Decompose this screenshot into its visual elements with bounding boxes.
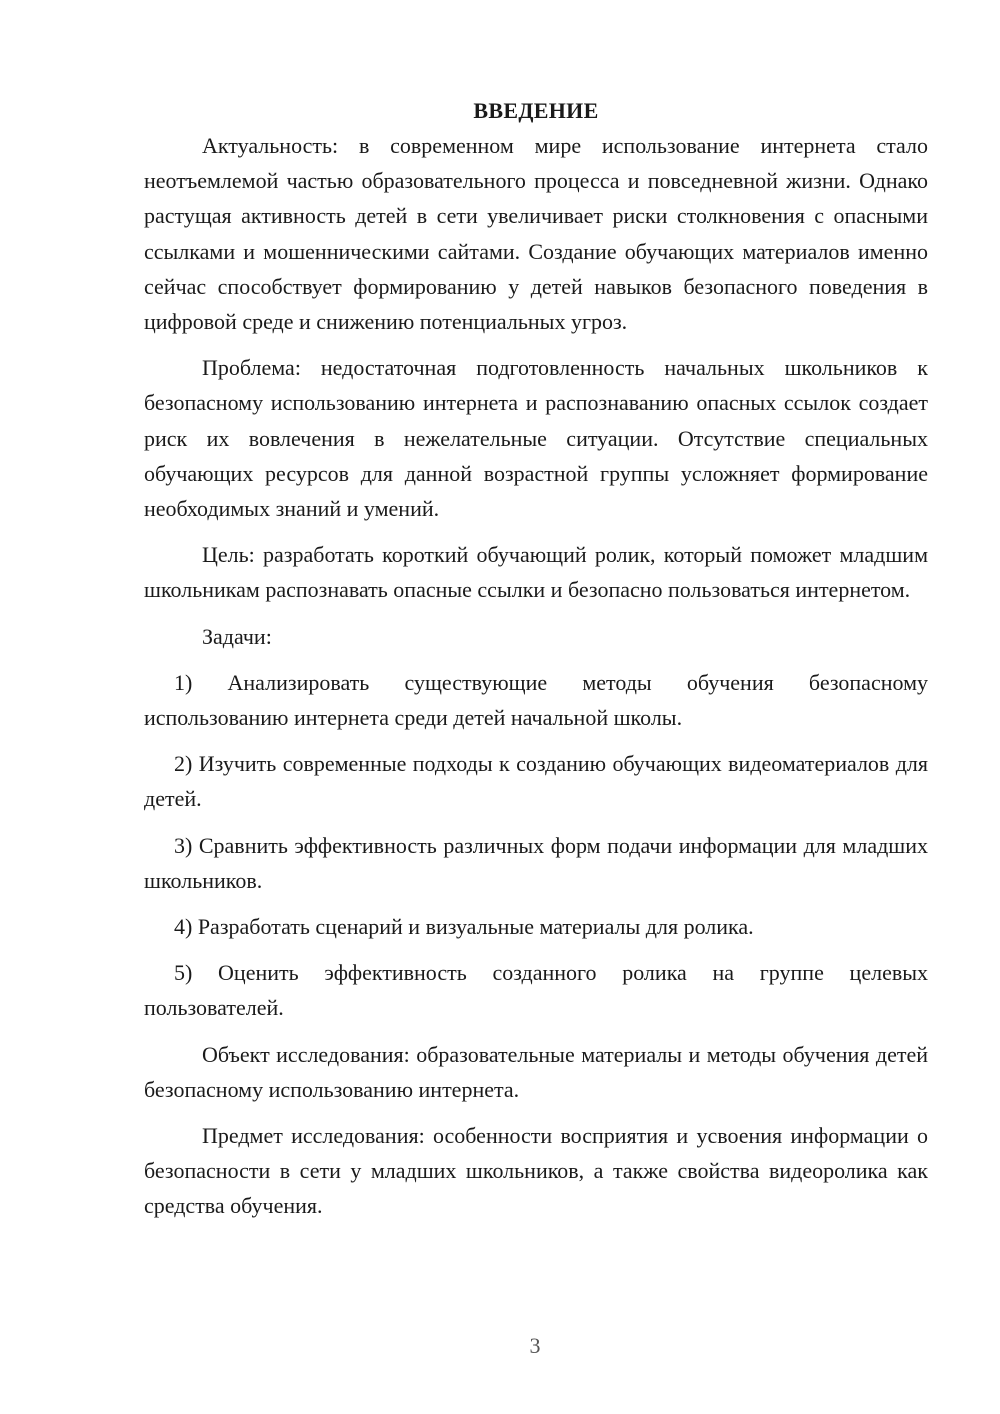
list-item: 4) Разработать сценарий и визуальные материалы для ролика.	[174, 914, 754, 940]
paragraph-problem: Проблема: недостаточная подготовленность начальных школьников к безопасному использованию интернета и распознаванию опасных ссылок создает риск их вовлечения в нежелательные ситуации. Отсутствие специальных обучающих ресурсов для данной возрастной группы усложняет формирование необходимых знаний и умений.	[144, 355, 928, 522]
list-item: 5) Оценить эффективность созданного ролика на группе целевых пользователей.	[144, 960, 928, 1021]
document-page	[144, 93, 928, 1224]
list-item: 2) Изучить современные подходы к созданию обучающих видеоматериалов для детей.	[144, 751, 928, 812]
list-item: 3) Сравнить эффективность различных форм подачи информации для младших школьников.	[144, 832, 928, 893]
paragraph-goal: Цель: разработать короткий обучающий ролик, который поможет младшим школьникам распознавать опасные ссылки и безопасно пользоваться интернетом.	[144, 542, 928, 603]
paragraph-relevance: Актуальность: в современном мире использование интернета стало неотъемлемой частью образовательного процесса и повседневной жизни. Однако растущая активность детей в сети увеличивает риски столкновения с опасными ссылками и мошенническими сайтами. Создание обучающих материалов именно сейчас способствует формированию у детей навыков безопасного поведения в цифровой среде и снижению потенциальных угроз.	[144, 133, 928, 335]
page-title: ВВЕДЕНИЕ	[473, 98, 599, 123]
paragraph-object: Объект исследования: образовательные материалы и методы обучения детей безопасному использованию интернета.	[144, 1041, 928, 1102]
tasks-heading: Задачи:	[202, 623, 272, 649]
paragraph-subject: Предмет исследования: особенности восприятия и усвоения информации о безопасности в сети у младших школьников, а также свойства видеоролика как средства обучения.	[144, 1123, 928, 1219]
list-item: 1) Анализировать существующие методы обучения безопасному использованию интернета среди детей начальной школы.	[144, 669, 928, 731]
page-number: 3	[529, 1333, 541, 1358]
